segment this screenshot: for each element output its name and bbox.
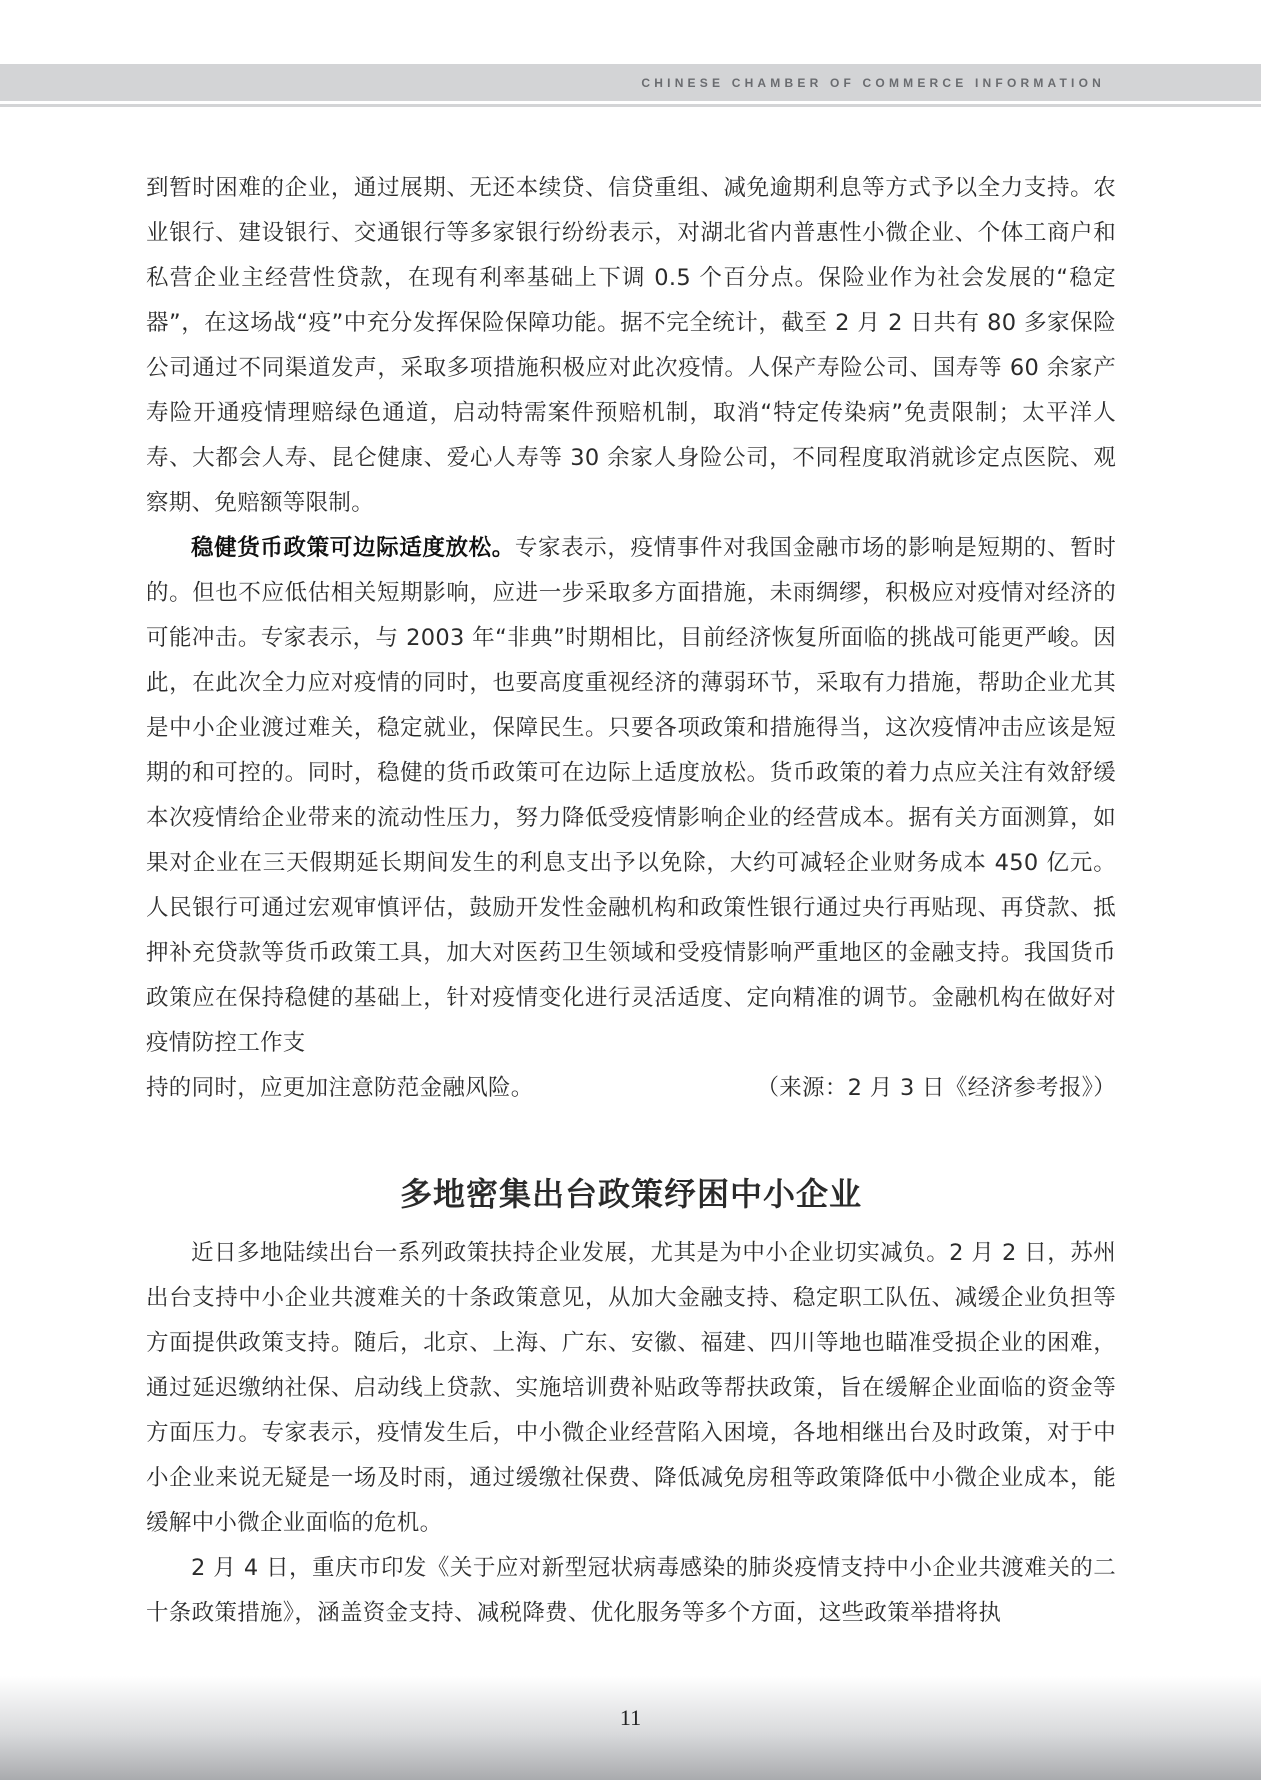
page-number: 11 (619, 1705, 642, 1730)
article2-title: 多地密集出台政策纾困中小企业 (399, 1175, 862, 1213)
article1-last-line (146, 1066, 1116, 1111)
source-citation: （来源：2 月 3 日《经济参考报》） (756, 1075, 1116, 1101)
paragraph-last-line: 持的同时，应更加注意防范金融风险。 (146, 1075, 534, 1101)
article2-paragraph-1: 近日多地陆续出台一系列政策扶持企业发展，尤其是为中小企业切实减负。2 月 2 日，苏州出台支持中小企业共渡难关的十条政策意见，从加大金融支持、稳定职工队伍、减缓企业负担等方面提供政策支持。随后，北京、上海、广东、安徽、福建、四川等地也瞄准受损企业的困难，通过延迟缴纳社保、启动线上贷款、实施培训费补贴政等帮扶政策，旨在缓解企业面临的资金等方面压力。专家表示，疫情发生后，中小微企业经营陷入困境，各地相继出台及时政策，对于中小企业来说无疑是一场及时雨，通过缓缴社保费、降低减免房租等政策降低中小微企业成本，能缓解中小微企业面临的危机。 (146, 1240, 1116, 1536)
article2-paragraph-2: 2 月 4 日，重庆市印发《关于应对新型冠状病毒感染的肺炎疫情支持中小企业共渡难关的二十条政策措施》，涵盖资金支持、减税降费、优化服务等多个方面，这些政策举措将执 (146, 1555, 1116, 1626)
article1-paragraph-2 (146, 526, 1116, 1066)
page-content (146, 166, 1116, 1636)
running-title: CHINESE CHAMBER OF COMMERCE INFORMATION (641, 76, 1105, 90)
paragraph-lead-heading: 稳健货币政策可边际适度放松。 (191, 535, 515, 561)
header-rule (0, 104, 1261, 107)
paragraph-body: 专家表示，疫情事件对我国金融市场的影响是短期的、暂时的。但也不应低估相关短期影响，应进一步采取多方面措施，未雨绸缪，积极应对疫情对经济的可能冲击。专家表示，与 2003 年“非典”时期相比，目前经济恢复所面临的挑战可能更严峻。因此，在此次全力应对疫情的同时，也要高度重视经济的薄弱环节，采取有力措施，帮助企业尤其是中小企业渡过难关，稳定就业，保障民生。只要各项政策和措施得当，这次疫情冲击应该是短期的和可控的。同时，稳健的货币政策可在边际上适度放松。货币政策的着力点应关注有效舒缓本次疫情给企业带来的流动性压力，努力降低受疫情影响企业的经营成本。据有关方面测算，如果对企业在三天假期延长期间发生的利息支出予以免除，大约可减轻企业财务成本 450 亿元。人民银行可通过宏观审慎评估，鼓励开发性金融机构和政策性银行通过央行再贴现、再贷款、抵押补充贷款等货币政策工具，加大对医药卫生领域和受疫情影响严重地区的金融支持。我国货币政策应在保持稳健的基础上，针对疫情变化进行灵活适度、定向精准的调节。金融机构在做好对疫情防控工作支 (146, 535, 1116, 1056)
article1-paragraph-1: 到暂时困难的企业，通过展期、无还本续贷、信贷重组、减免逾期利息等方式予以全力支持。农业银行、建设银行、交通银行等多家银行纷纷表示，对湖北省内普惠性小微企业、个体工商户和私营企业主经营性贷款，在现有利率基础上下调 0.5 个百分点。保险业作为社会发展的“稳定器”，在这场战“疫”中充分发挥保险保障功能。据不完全统计，截至 2 月 2 日共有 80 多家保险公司通过不同渠道发声，采取多项措施积极应对此次疫情。人保产寿险公司、国寿等 60 余家产寿险开通疫情理赔绿色通道，启动特需案件预赔机制，取消“特定传染病”免责限制；太平洋人寿、大都会人寿、昆仑健康、爱心人寿等 30 余家人身险公司，不同程度取消就诊定点医院、观察期、免赔额等限制。 (146, 175, 1116, 516)
